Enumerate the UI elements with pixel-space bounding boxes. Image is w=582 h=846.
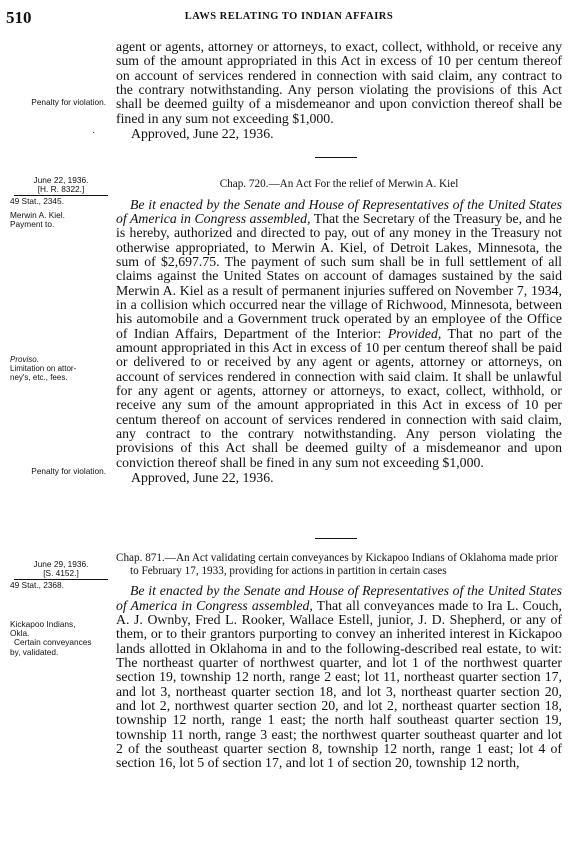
- running-header: [6, 8, 572, 28]
- chapter-871: [116, 552, 562, 771]
- section-divider: [315, 157, 357, 158]
- margin-note-kickapoo: Kickapoo Indians, Okla. Certain conveyances by, validated.: [10, 619, 92, 657]
- approved-line-2: Approved, June 22, 1936.: [131, 470, 274, 486]
- approved-line-1: Approved, June 22, 1936.: [131, 126, 274, 142]
- chapter-720: [116, 178, 562, 485]
- continued-paragraph: agent or agents, attorney or attorneys, to exact, collect, withhold, or receive any sum of the amount appropriated in this Act in excess of 10 per centum thereof on account of services rendered in connection with said claim, any contract to the contrary notwithstanding. Any person violating the provisions of this Act shall be deemed guilty of a misdemeanor and upon conviction thereof shall be fined in any sum not exceeding $1,000.: [116, 39, 562, 126]
- margin-note-kiel: Merwin A. Kiel. Payment to.: [10, 210, 65, 230]
- margin-note-proviso: Proviso. Limitation on attor- ney's, etc., fees.: [10, 355, 77, 383]
- chapter-871-title: Chap. 871.—An Act validating certain conveyances by Kickapoo Indians of Oklahoma made prior to February 17, 1933, providing for actions in partition in certain cases: [116, 552, 558, 577]
- margin-note-penalty-2: Penalty for violation.: [31, 466, 106, 476]
- chapter-720-body: Be it enacted by the Senate and House of Representatives of the United States of America in Congress assembled, That the Secretary of the Treasury be, and he is hereby, authorized and directed to pay, out of any money in the Treasury not otherwise appropriated, to Merwin A. Kiel, of Detroit Lakes, Minnesota, the sum of $2,697.75. The payment of such sum shall be in full settlement of all claims against the United States on account of damages sustained by the said Merwin A. Kiel as a result of permanent injuries suffered on November 7, 1934, in a collision which occurred near the village of Richwood, Minnesota, between his automobile and a Government truck operated by an employee of the Office of Indian Affairs, Department of the Interior: Provided, That no part of the amount appropriated in this Act in excess of 10 per centum thereof shall be paid or delivered to or received by any agent or agents, attorney or attorneys, on account of services rendered in connection with said claim. It shall be unlawful for any agent or agents, attorney or attorneys, to exact, collect, withhold, or receive any sum of the amount appropriated in this Act in excess of 10 per centum thereof on account of services rendered in connection with said claim, any contract to the contrary notwithstanding. Any person violating the provisions of this Act shall be deemed guilty of a misdemeanor and upon conviction thereof shall be fined in any sum not exceeding $1,000.: [116, 196, 563, 470]
- stat-citation-720: 49 Stat., 2345.: [10, 196, 64, 206]
- chapter-871-body: Be it enacted by the Senate and House of Representatives of the United States of America in Congress assembled, That all conveyances made to Ira L. Couch, A. J. Ownby, Fred L. Rooker, Wallace Estell, junior, J. D. Shepherd, or any of them, or to their grantors purporting to convey an inherited interest in Kickapoo lands allotted in Oklahoma in and to the following-described real estate, to wit: The northeast quarter of northwest quarter, and lot 1 of the northwest quarter section 19, township 12 north, range 2 east; lot 11, northeast quarter section 17, and lot 3, northeast quarter section 18, and lot 3, northeast quarter section 20, and lot 2, northwest quarter section 20, and lot 2, northeast quarter section 18, township 12 north, range 1 east; the north half southeast quarter section 19, township 11 north, range 3 east; the northwest quarter southeast quarter and lot 2 of the southeast quarter section 8, township 12 north, range 1 east; lot 4 of section 16, lot 5 of section 17, and lot 1 of section 20, township 12 north,: [116, 583, 563, 771]
- stat-citation-871: 49 Stat., 2368.: [10, 580, 64, 590]
- bill-block-871: June 29, 1936. [S. 4152.]: [33, 559, 89, 579]
- page-number: 510: [6, 8, 32, 27]
- margin-note-penalty-1: Penalty for violation.: [31, 97, 106, 107]
- continued-section: [116, 40, 562, 141]
- running-title: LAWS RELATING TO INDIAN AFFAIRS: [184, 11, 394, 22]
- bill-block-720: June 22, 1936. [H. R. 8322.]: [33, 175, 89, 195]
- section-divider: [315, 538, 357, 539]
- margin-dot: ·: [92, 127, 96, 138]
- chapter-720-title: Chap. 720.—An Act For the relief of Merwin A. Kiel: [219, 178, 459, 190]
